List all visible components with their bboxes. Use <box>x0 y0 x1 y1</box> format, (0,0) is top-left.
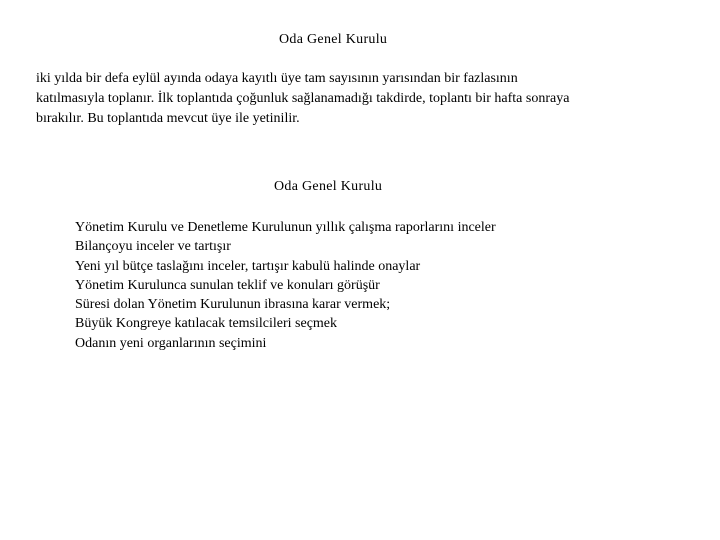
list-item: Yeni yıl bütçe taslağını inceler, tartışır kabulü halinde onaylar <box>75 258 421 274</box>
section-1-title: Oda Genel Kurulu <box>279 32 388 47</box>
paragraph-line: bırakılır. Bu toplantıda mevcut üye ile yetinilir. <box>36 111 300 126</box>
list-item: Büyük Kongreye katılacak temsilcileri seçmek <box>75 316 338 332</box>
meeting-rules-paragraph <box>36 69 676 129</box>
duties-list <box>75 218 496 353</box>
section-2-title: Oda Genel Kurulu <box>274 179 383 194</box>
list-item: Yönetim Kurulunca sunulan teklif ve konuları görüşür <box>75 277 380 293</box>
list-item: Süresi dolan Yönetim Kurulunun ibrasına karar vermek; <box>75 297 391 313</box>
list-item: Bilançoyu inceler ve tartışır <box>75 239 231 255</box>
paragraph-line: iki yılda bir defa eylül ayında odaya kayıtlı üye tam sayısının yarısından bir fazlasının <box>36 71 518 86</box>
list-item: Yönetim Kurulu ve Denetleme Kurulunun yıllık çalışma raporlarını inceler <box>75 220 496 235</box>
list-item: Odanın yeni organlarının seçimini <box>75 335 267 351</box>
paragraph-line: katılmasıyla toplanır. İlk toplantıda çoğunluk sağlanamadığı takdirde, toplantı bir hafta sonraya <box>36 91 570 106</box>
